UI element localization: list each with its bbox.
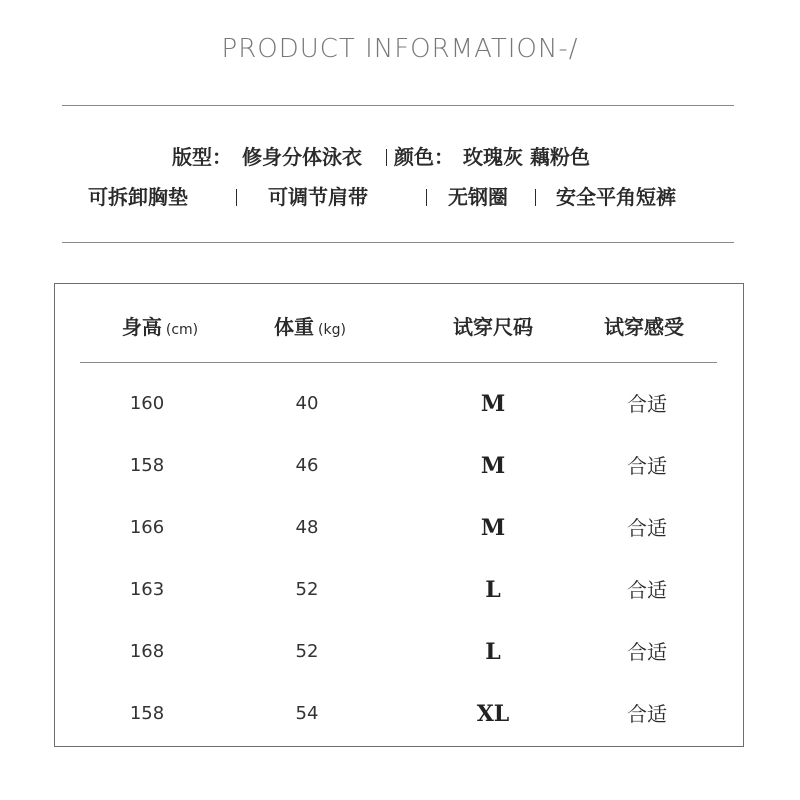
cell-feel: 合适: [627, 702, 667, 726]
separator: [426, 189, 427, 206]
cell-size: XL: [476, 701, 510, 727]
header-height: [105, 312, 215, 342]
cell-size: L: [485, 639, 501, 665]
cell-weight: 52: [295, 579, 319, 600]
cell-size: M: [480, 391, 506, 417]
cell-feel: 合适: [627, 392, 667, 416]
divider-top: [62, 105, 734, 106]
header-weight: [255, 312, 365, 342]
cell-height: 158: [129, 455, 165, 476]
feature-wire-free: 无钢圈: [448, 185, 508, 209]
table-row: [55, 508, 745, 548]
feature-boyshort: 安全平角短裤: [556, 185, 676, 209]
feature-adjustable-straps: 可调节肩带: [268, 185, 368, 209]
table-row: [55, 446, 745, 486]
style-label: 版型：: [172, 145, 232, 169]
style-value: 修身分体泳衣: [242, 145, 362, 169]
cell-weight: 48: [295, 517, 319, 538]
page-title: PRODUCT INFORMATION-/: [221, 34, 579, 64]
cell-feel: 合适: [627, 640, 667, 664]
header-weight-unit: (kg): [318, 322, 346, 338]
cell-height: 168: [129, 641, 165, 662]
cell-height: 166: [129, 517, 165, 538]
cell-weight: 52: [295, 641, 319, 662]
header-height-unit: (cm): [165, 322, 199, 338]
cell-weight: 54: [295, 703, 319, 724]
info-line-features: [0, 182, 800, 212]
separator: [535, 189, 536, 206]
cell-size: M: [480, 515, 506, 541]
table-row: [55, 570, 745, 610]
cell-size: L: [485, 577, 501, 603]
header-feel: 试穿感受: [604, 315, 684, 339]
info-line-style-color: [0, 142, 800, 172]
cell-height: 160: [129, 393, 165, 414]
cell-feel: 合适: [627, 454, 667, 478]
cell-size: M: [480, 453, 506, 479]
separator: [386, 149, 387, 166]
size-table: [54, 283, 744, 747]
color-label: 颜色：: [394, 145, 454, 169]
cell-height: 158: [129, 703, 165, 724]
cell-height: 163: [129, 579, 165, 600]
cell-weight: 46: [295, 455, 319, 476]
separator: [236, 189, 237, 206]
cell-weight: 40: [295, 393, 319, 414]
table-row: [55, 694, 745, 734]
table-row: [55, 384, 745, 424]
header-weight-label: 体重: [274, 315, 315, 339]
header-divider: [80, 362, 717, 363]
feature-removable-pads: 可拆卸胸垫: [88, 185, 188, 209]
color-value: 玫瑰灰 藕粉色: [463, 145, 590, 169]
cell-feel: 合适: [627, 578, 667, 602]
table-row: [55, 632, 745, 672]
divider-bottom: [62, 242, 734, 243]
cell-feel: 合适: [627, 516, 667, 540]
header-height-label: 身高: [121, 315, 162, 339]
header-size: 试穿尺码: [453, 315, 533, 339]
